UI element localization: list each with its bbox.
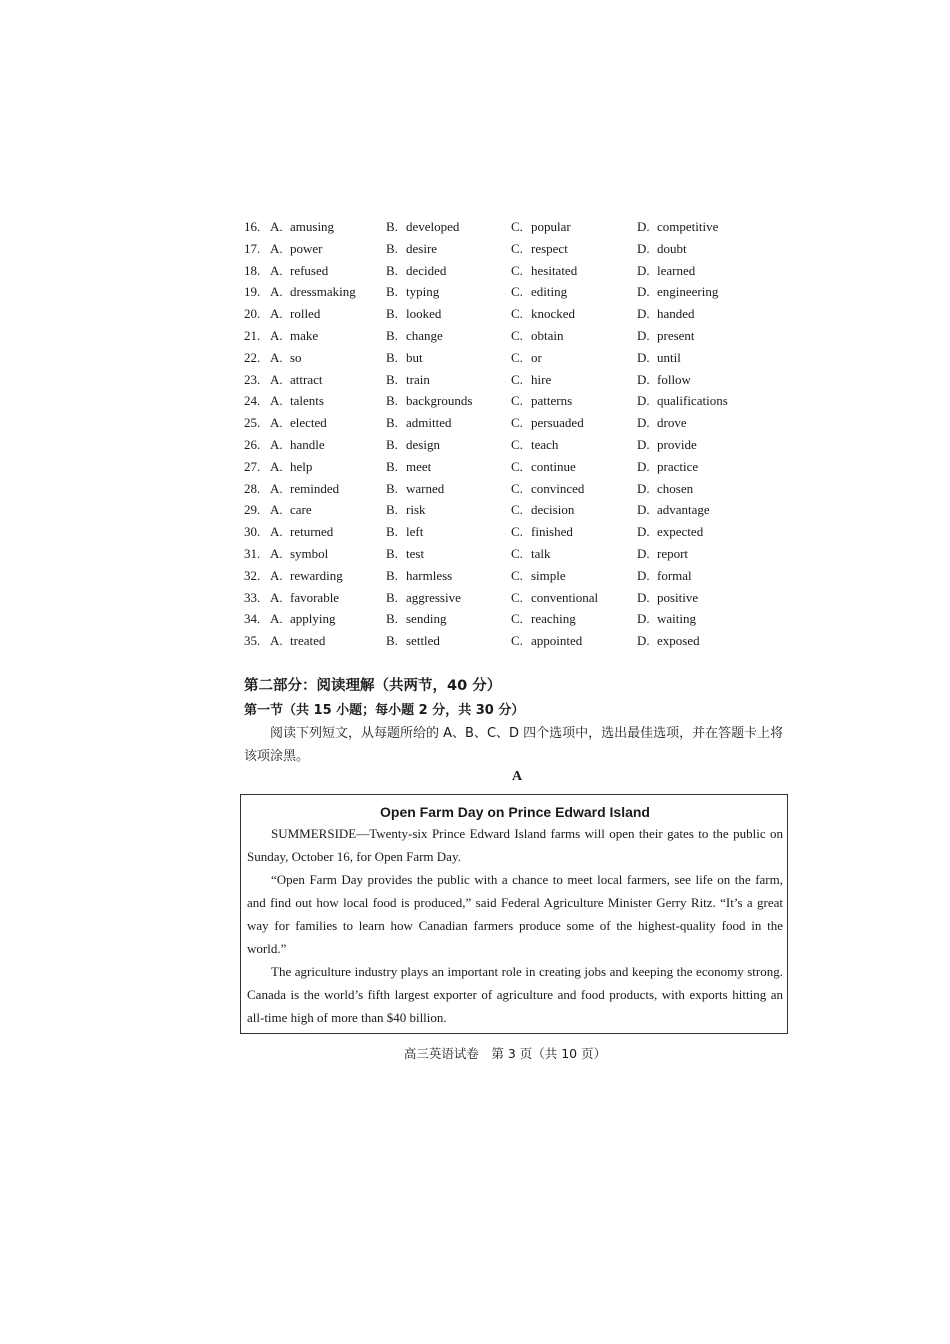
- option-c: [511, 478, 584, 500]
- option-word: talk: [531, 545, 551, 561]
- question-number: 30.: [244, 524, 261, 540]
- option-c: [511, 499, 574, 521]
- option-word: present: [657, 327, 695, 343]
- option-word: teach: [531, 436, 559, 452]
- option-word: help: [290, 458, 313, 474]
- option-word: conventional: [531, 589, 599, 605]
- option-word: change: [406, 327, 443, 343]
- option-a: [270, 565, 343, 587]
- option-word: favorable: [290, 589, 340, 605]
- option-letter: B.: [386, 219, 398, 234]
- option-a: [270, 325, 318, 347]
- part-title: 第二部分：阅读理解（共两节，40 分）: [244, 678, 502, 694]
- option-letter: C.: [511, 436, 523, 452]
- option-word: warned: [406, 480, 445, 496]
- option-word: decision: [531, 502, 575, 518]
- question-number: 22.: [244, 349, 261, 365]
- option-word: attract: [290, 371, 323, 387]
- option-b: [386, 325, 443, 347]
- option-word: report: [657, 545, 689, 561]
- option-word: provide: [657, 436, 697, 452]
- answer-options-list: [244, 216, 804, 652]
- option-a: [270, 478, 339, 500]
- option-letter: A.: [270, 567, 283, 583]
- option-word: until: [657, 349, 681, 365]
- option-letter: C.: [511, 502, 523, 518]
- option-word: refused: [290, 262, 329, 278]
- option-a: [270, 260, 328, 282]
- option-word: engineering: [657, 284, 719, 300]
- question-number: 26.: [244, 436, 261, 452]
- option-word: looked: [406, 306, 442, 322]
- option-letter: B.: [386, 567, 398, 583]
- option-d: [637, 565, 692, 587]
- option-a: [270, 303, 320, 325]
- option-d: [637, 347, 681, 369]
- option-word: reaching: [531, 611, 576, 627]
- option-letter: B.: [386, 284, 398, 300]
- option-letter: B.: [386, 611, 398, 627]
- option-letter: A.: [270, 262, 283, 278]
- option-letter: A.: [270, 545, 283, 561]
- option-word: qualifications: [657, 393, 728, 409]
- option-word: obtain: [531, 327, 564, 343]
- option-letter: B.: [386, 371, 398, 387]
- option-a: [270, 608, 336, 630]
- option-b: [386, 303, 441, 325]
- option-letter: C.: [511, 327, 523, 343]
- question-row: [244, 478, 804, 500]
- page-footer: 高三英语试卷 第 3 页（共 10 页）: [403, 1046, 607, 1061]
- option-letter: D.: [637, 393, 650, 409]
- option-a: [270, 412, 327, 434]
- option-word: handle: [290, 436, 325, 452]
- option-letter: C.: [511, 240, 523, 256]
- question-number: 25.: [244, 415, 261, 431]
- question-row: [244, 521, 804, 543]
- option-b: [386, 478, 444, 500]
- option-c: [511, 543, 551, 565]
- option-b: [386, 216, 459, 238]
- question-number: 33.: [244, 589, 261, 605]
- option-d: [637, 434, 697, 456]
- option-d: [637, 390, 728, 412]
- option-word: chosen: [657, 480, 694, 496]
- option-c: [511, 412, 584, 434]
- option-letter: D.: [637, 633, 650, 649]
- option-letter: C.: [511, 349, 523, 365]
- option-letter: C.: [511, 611, 523, 627]
- option-word: risk: [406, 502, 426, 518]
- instructions: 阅读下列短文，从每题所给的 A、B、C、D 四个选项中，选出最佳选项，并在答题卡上将该项涂黑。: [244, 726, 784, 764]
- option-letter: D.: [637, 262, 650, 278]
- passage-paragraph: The agriculture industry plays an important role in creating jobs and keeping the economy strong. Canada is the world’s fifth largest exporter of agriculture and food products, with exports hitting an all-time high of more than $40 billion.: [247, 964, 783, 1025]
- option-word: admitted: [406, 415, 452, 431]
- option-letter: D.: [637, 306, 650, 322]
- option-letter: D.: [637, 327, 650, 343]
- option-c: [511, 456, 576, 478]
- option-letter: B.: [386, 458, 398, 474]
- option-c: [511, 238, 568, 260]
- option-letter: B.: [386, 262, 398, 278]
- option-a: [270, 434, 325, 456]
- option-letter: A.: [270, 458, 283, 474]
- option-letter: A.: [270, 415, 283, 431]
- option-d: [637, 216, 718, 238]
- option-b: [386, 238, 437, 260]
- question-number: 27.: [244, 458, 261, 474]
- option-word: design: [406, 436, 440, 452]
- option-word: train: [406, 371, 430, 387]
- option-b: [386, 521, 423, 543]
- option-word: drove: [657, 415, 687, 431]
- option-word: finished: [531, 524, 573, 540]
- option-letter: C.: [511, 480, 523, 496]
- option-word: but: [406, 349, 423, 365]
- option-d: [637, 260, 695, 282]
- option-word: expected: [657, 524, 704, 540]
- option-a: [270, 630, 325, 652]
- option-c: [511, 390, 572, 412]
- option-word: knocked: [531, 306, 576, 322]
- option-word: power: [290, 240, 323, 256]
- option-letter: B.: [386, 502, 398, 518]
- option-letter: B.: [386, 589, 398, 605]
- option-a: [270, 281, 356, 303]
- option-d: [637, 238, 687, 260]
- passage-label: A: [511, 769, 523, 784]
- option-word: applying: [290, 611, 336, 627]
- option-word: left: [406, 524, 424, 540]
- option-word: patterns: [531, 393, 573, 409]
- option-d: [637, 630, 700, 652]
- option-b: [386, 456, 431, 478]
- option-word: convinced: [531, 480, 585, 496]
- option-b: [386, 630, 440, 652]
- option-d: [637, 456, 698, 478]
- question-row: [244, 543, 804, 565]
- passage-paragraph: SUMMERSIDE—Twenty-six Prince Edward Island farms will open their gates to the public on Sunday, October 16, for Open Farm Day.: [247, 826, 783, 864]
- option-b: [386, 587, 461, 609]
- option-a: [270, 347, 302, 369]
- option-letter: C.: [511, 371, 523, 387]
- option-letter: A.: [270, 633, 283, 649]
- option-letter: C.: [511, 262, 523, 278]
- option-letter: C.: [511, 633, 523, 649]
- question-row: [244, 390, 804, 412]
- option-letter: D.: [637, 567, 650, 583]
- option-b: [386, 565, 452, 587]
- option-word: popular: [531, 219, 571, 234]
- option-a: [270, 238, 323, 260]
- option-c: [511, 434, 558, 456]
- option-word: decided: [406, 262, 447, 278]
- option-word: handed: [657, 306, 695, 322]
- question-row: [244, 608, 804, 630]
- question-row: [244, 412, 804, 434]
- option-a: [270, 216, 334, 238]
- option-word: care: [290, 502, 312, 518]
- option-letter: A.: [270, 436, 283, 452]
- option-d: [637, 412, 687, 434]
- question-number: 24.: [244, 393, 261, 409]
- option-word: rolled: [290, 306, 321, 322]
- option-a: [270, 499, 312, 521]
- option-letter: A.: [270, 371, 283, 387]
- option-letter: A.: [270, 393, 283, 409]
- option-word: harmless: [406, 567, 453, 583]
- question-number: 28.: [244, 480, 261, 496]
- option-word: competitive: [657, 219, 719, 234]
- option-letter: A.: [270, 611, 283, 627]
- option-word: persuaded: [531, 415, 584, 431]
- option-word: waiting: [657, 611, 696, 627]
- option-letter: A.: [270, 240, 283, 256]
- option-b: [386, 281, 439, 303]
- option-letter: C.: [511, 219, 523, 234]
- option-letter: B.: [386, 524, 398, 540]
- question-row: [244, 347, 804, 369]
- option-word: editing: [531, 284, 568, 300]
- question-number: 31.: [244, 545, 261, 561]
- option-letter: C.: [511, 567, 523, 583]
- question-row: [244, 260, 804, 282]
- option-c: [511, 325, 564, 347]
- option-word: appointed: [531, 633, 583, 649]
- option-letter: C.: [511, 458, 523, 474]
- option-word: learned: [657, 262, 696, 278]
- option-word: backgrounds: [406, 393, 473, 409]
- option-b: [386, 543, 424, 565]
- question-row: [244, 565, 804, 587]
- option-word: sending: [406, 611, 447, 627]
- option-letter: B.: [386, 480, 398, 496]
- option-a: [270, 369, 322, 391]
- option-word: returned: [290, 524, 334, 540]
- option-letter: B.: [386, 393, 398, 409]
- option-word: practice: [657, 458, 699, 474]
- question-row: [244, 216, 804, 238]
- option-d: [637, 281, 718, 303]
- question-number: 18.: [244, 262, 261, 278]
- option-word: exposed: [657, 633, 700, 649]
- option-letter: A.: [270, 327, 283, 343]
- option-word: dressmaking: [290, 284, 356, 300]
- option-d: [637, 499, 710, 521]
- section-title: 第一节（共 15 小题；每小题 2 分，共 30 分）: [244, 703, 525, 718]
- option-letter: A.: [270, 219, 283, 234]
- question-row: [244, 238, 804, 260]
- option-letter: D.: [637, 349, 650, 365]
- question-number: 16.: [244, 219, 261, 234]
- question-number: 20.: [244, 306, 261, 322]
- question-row: [244, 587, 804, 609]
- option-c: [511, 260, 577, 282]
- option-letter: B.: [386, 306, 398, 322]
- option-b: [386, 260, 446, 282]
- option-a: [270, 456, 312, 478]
- option-word: simple: [531, 567, 566, 583]
- option-letter: D.: [637, 240, 650, 256]
- option-word: test: [406, 545, 425, 561]
- option-letter: D.: [637, 219, 650, 234]
- option-c: [511, 608, 576, 630]
- option-letter: A.: [270, 524, 283, 540]
- option-c: [511, 281, 567, 303]
- option-word: meet: [406, 458, 432, 474]
- option-letter: D.: [637, 524, 650, 540]
- option-word: or: [531, 349, 542, 365]
- option-word: hesitated: [531, 262, 578, 278]
- option-letter: D.: [637, 480, 650, 496]
- option-word: hire: [531, 371, 552, 387]
- option-letter: B.: [386, 436, 398, 452]
- option-b: [386, 347, 423, 369]
- option-word: make: [290, 327, 319, 343]
- option-letter: D.: [637, 436, 650, 452]
- option-word: elected: [290, 415, 327, 431]
- option-letter: D.: [637, 371, 650, 387]
- question-number: 35.: [244, 633, 261, 649]
- question-number: 29.: [244, 502, 261, 518]
- question-number: 21.: [244, 327, 261, 343]
- option-b: [386, 390, 472, 412]
- option-letter: B.: [386, 327, 398, 343]
- option-letter: B.: [386, 240, 398, 256]
- option-letter: C.: [511, 284, 523, 300]
- option-b: [386, 369, 430, 391]
- option-d: [637, 587, 698, 609]
- option-letter: B.: [386, 349, 398, 365]
- option-letter: C.: [511, 545, 523, 561]
- option-word: positive: [657, 589, 699, 605]
- option-d: [637, 521, 703, 543]
- question-number: 32.: [244, 567, 261, 583]
- option-word: developed: [406, 219, 460, 234]
- option-d: [637, 478, 693, 500]
- option-word: symbol: [290, 545, 329, 561]
- passage-title: Open Farm Day on Prince Edward Island: [380, 804, 650, 820]
- option-letter: A.: [270, 480, 283, 496]
- option-letter: C.: [511, 393, 523, 409]
- option-c: [511, 369, 551, 391]
- option-c: [511, 303, 575, 325]
- option-word: rewarding: [290, 567, 343, 583]
- question-number: 34.: [244, 611, 261, 627]
- option-word: so: [290, 349, 302, 365]
- passage-box: [240, 794, 788, 1034]
- question-number: 17.: [244, 240, 261, 256]
- question-row: [244, 281, 804, 303]
- option-d: [637, 325, 695, 347]
- option-a: [270, 390, 324, 412]
- option-b: [386, 434, 440, 456]
- option-c: [511, 521, 573, 543]
- option-letter: D.: [637, 545, 650, 561]
- option-letter: D.: [637, 611, 650, 627]
- option-d: [637, 303, 695, 325]
- option-c: [511, 587, 598, 609]
- question-row: [244, 499, 804, 521]
- option-a: [270, 521, 333, 543]
- option-word: desire: [406, 240, 438, 256]
- option-c: [511, 565, 566, 587]
- question-row: [244, 369, 804, 391]
- option-letter: A.: [270, 502, 283, 518]
- question-row: [244, 456, 804, 478]
- option-letter: B.: [386, 633, 398, 649]
- option-letter: A.: [270, 284, 283, 300]
- option-c: [511, 630, 582, 652]
- option-word: advantage: [657, 502, 710, 518]
- question-number: 23.: [244, 371, 261, 387]
- passage-paragraph: “Open Farm Day provides the public with a chance to meet local farmers, see life on the farm, and find out how local food is produced,” said Federal Agriculture Minister Gerry Ritz. “It’s a great way for families to learn how Canadian farmers produce some of the highest-quality food in the world.”: [247, 872, 783, 956]
- option-letter: A.: [270, 589, 283, 605]
- option-d: [637, 369, 691, 391]
- option-letter: D.: [637, 502, 650, 518]
- option-word: treated: [290, 633, 326, 649]
- question-row: [244, 434, 804, 456]
- option-letter: C.: [511, 306, 523, 322]
- option-word: reminded: [290, 480, 340, 496]
- option-a: [270, 587, 339, 609]
- option-a: [270, 543, 328, 565]
- option-word: formal: [657, 567, 692, 583]
- option-b: [386, 412, 452, 434]
- option-word: typing: [406, 284, 440, 300]
- question-number: 19.: [244, 284, 261, 300]
- option-letter: D.: [637, 415, 650, 431]
- option-letter: A.: [270, 349, 283, 365]
- option-letter: D.: [637, 458, 650, 474]
- option-letter: B.: [386, 545, 398, 561]
- question-row: [244, 325, 804, 347]
- option-word: follow: [657, 371, 691, 387]
- option-letter: D.: [637, 589, 650, 605]
- option-letter: C.: [511, 589, 523, 605]
- option-d: [637, 608, 696, 630]
- option-c: [511, 347, 542, 369]
- option-word: talents: [290, 393, 324, 409]
- option-word: amusing: [290, 219, 335, 234]
- option-word: respect: [531, 240, 568, 256]
- option-b: [386, 499, 426, 521]
- option-letter: D.: [637, 284, 650, 300]
- option-word: aggressive: [406, 589, 461, 605]
- question-row: [244, 630, 804, 652]
- option-letter: A.: [270, 306, 283, 322]
- option-b: [386, 608, 446, 630]
- option-letter: C.: [511, 415, 523, 431]
- question-row: [244, 303, 804, 325]
- option-letter: B.: [386, 415, 398, 431]
- option-c: [511, 216, 571, 238]
- option-letter: C.: [511, 524, 523, 540]
- option-word: doubt: [657, 240, 687, 256]
- option-d: [637, 543, 688, 565]
- option-word: continue: [531, 458, 576, 474]
- option-word: settled: [406, 633, 440, 649]
